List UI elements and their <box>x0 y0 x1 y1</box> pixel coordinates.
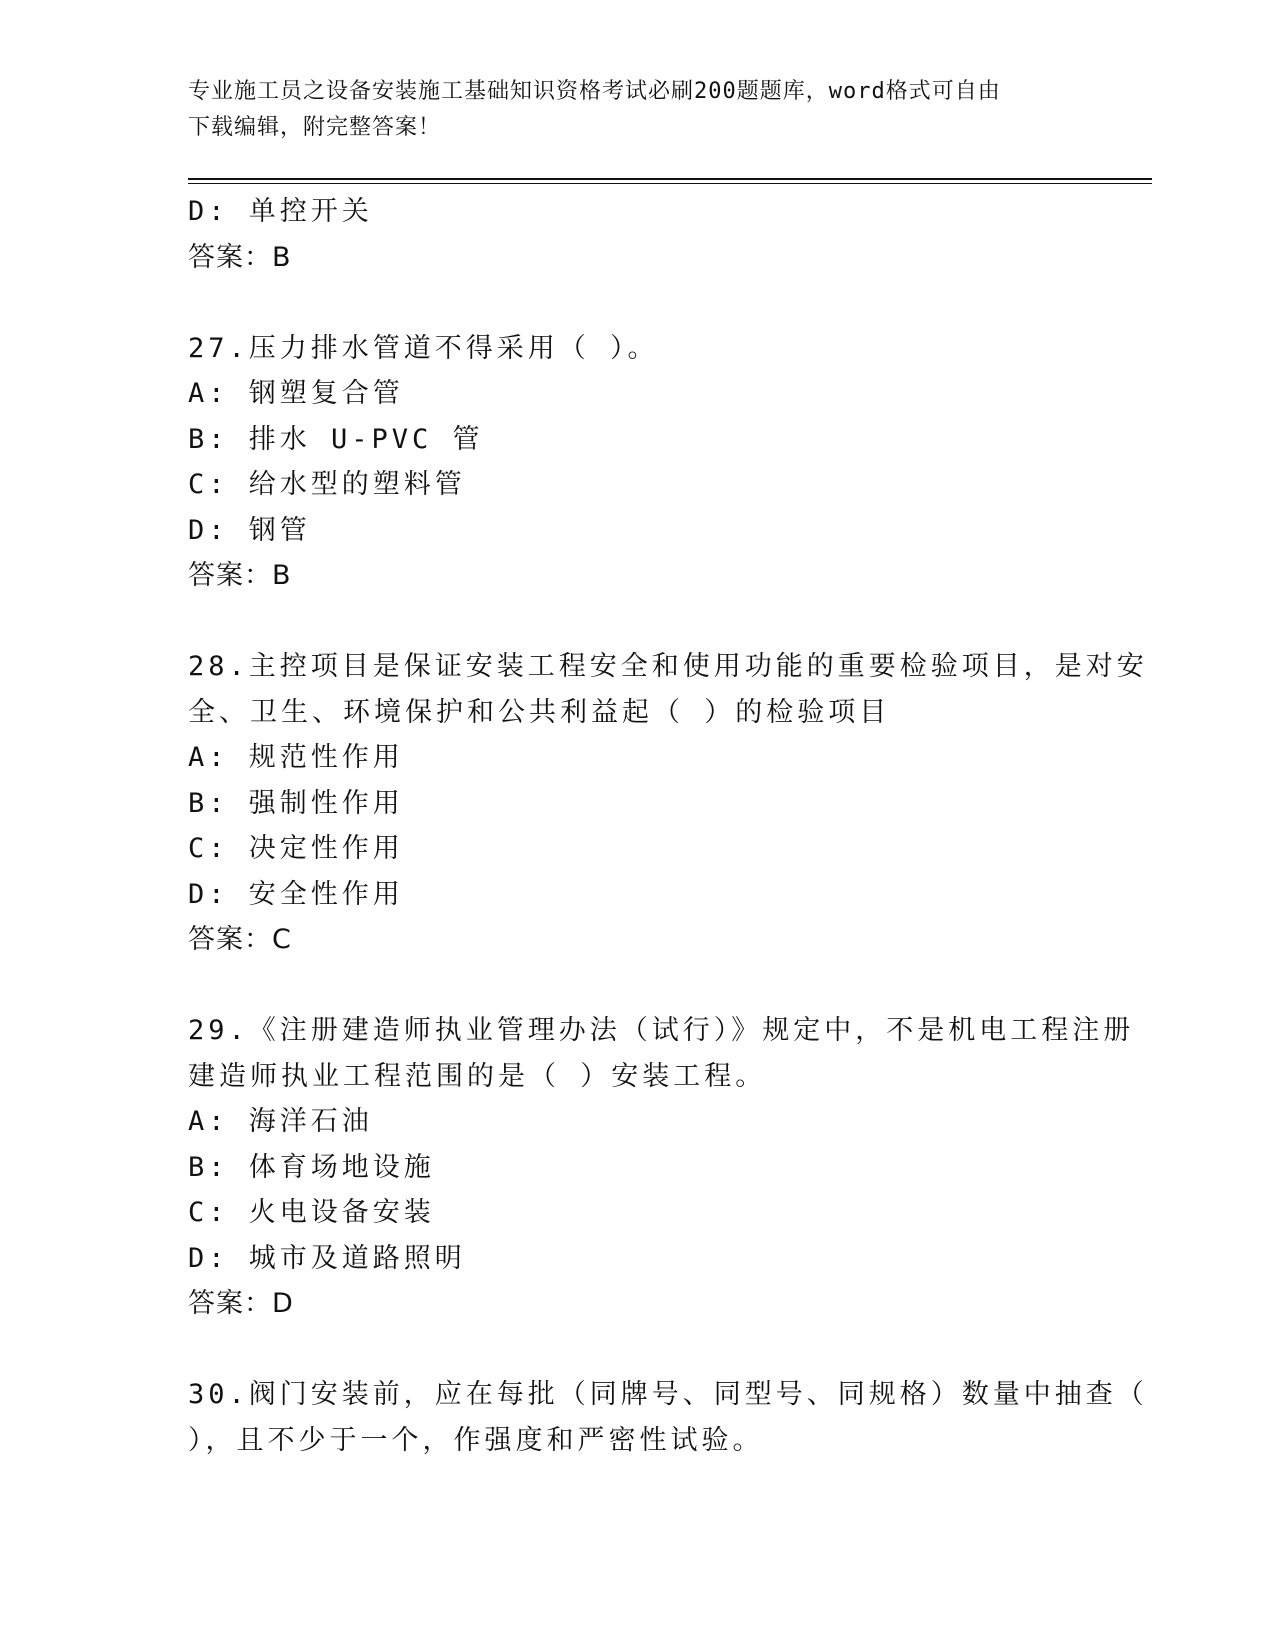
answer-line: 答案：D <box>188 1288 294 1319</box>
question-26-tail <box>188 189 1088 280</box>
option-d: D: 安全性作用 <box>188 878 404 910</box>
header-line-1: 专业施工员之设备安装施工基础知识资格考试必刷200题题库，word格式可自由 <box>188 79 1001 104</box>
option-b: B: 排水 U-PVC 管 <box>188 423 484 455</box>
question-30 <box>188 1372 1148 1463</box>
spacer <box>188 1327 1088 1373</box>
question-stem-line-1: 28.主控项目是保证安装工程安全和使用功能的重要检验项目，是对安 <box>188 651 1148 682</box>
answer-line: 答案：B <box>188 560 292 591</box>
question-stem-line-2: 建造师执业工程范围的是（ ）安装工程。 <box>188 1060 767 1092</box>
option-c: C: 决定性作用 <box>188 833 404 864</box>
option-d: D: 城市及道路照明 <box>188 1242 466 1274</box>
spacer <box>188 963 1088 1009</box>
header-divider-thin <box>188 183 1152 184</box>
answer-line: 答案：B <box>188 241 292 273</box>
option-d: D: 钢管 <box>188 514 311 546</box>
header-divider-thick <box>188 178 1152 180</box>
option-b: B: 体育场地设施 <box>188 1151 435 1183</box>
question-29 <box>188 1008 1135 1327</box>
option-c: C: 火电设备安装 <box>188 1197 435 1228</box>
question-stem: 27.压力排水管道不得采用（ ）。 <box>188 332 659 364</box>
question-stem-line-2: 全、卫生、环境保护和公共利益起（ ）的检验项目 <box>188 696 891 728</box>
question-stem-line-2: ），且不少于一个，作强度和严密性试验。 <box>188 1424 764 1456</box>
answer-line: 答案：C <box>188 924 292 955</box>
question-stem-line-1: 29.《注册建造师执业管理办法（试行）》规定中，不是机电工程注册 <box>188 1015 1135 1046</box>
spacer <box>188 599 1088 645</box>
question-27 <box>188 326 1088 599</box>
question-stem-line-1: 30.阀门安装前，应在每批（同牌号、同型号、同规格）数量中抽查（ <box>188 1379 1148 1410</box>
header-line-2: 下载编辑，附完整答案！ <box>188 115 442 140</box>
option-a: A: 海洋石油 <box>188 1106 373 1137</box>
question-28 <box>188 644 1148 963</box>
option-c: C: 给水型的塑料管 <box>188 469 466 500</box>
page-header <box>188 74 1088 146</box>
spacer <box>188 280 1088 326</box>
question-list <box>188 189 1148 1463</box>
option-b: B: 强制性作用 <box>188 787 404 819</box>
option-d: D: 单控开关 <box>188 196 373 227</box>
option-a: A: 规范性作用 <box>188 742 404 773</box>
option-a: A: 钢塑复合管 <box>188 378 404 409</box>
